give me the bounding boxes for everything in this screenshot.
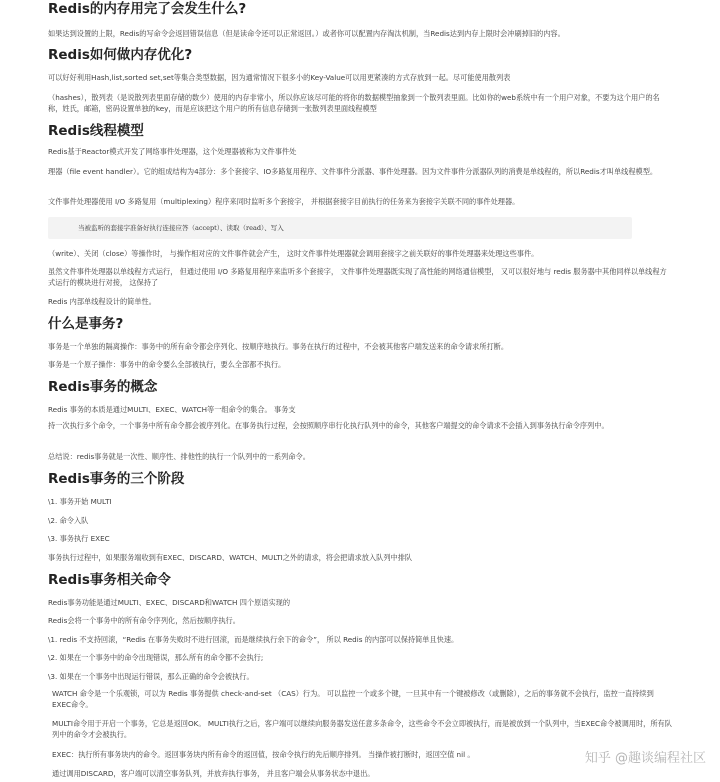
paragraph-commands-1: Redis事务功能是通过MULTI、EXEC、DISCARD和WATCH 四个原语实现的 [48,598,291,607]
paragraph-transaction-2: 事务是一个原子操作：事务中的命令要么全部被执行，要么全部都不执行。 [48,360,286,369]
paragraph-thread-model-1: Redis基于Reactor模式开发了网络事件处理器，这个处理器被称为文件事件处 [48,147,297,156]
paragraph-multi: MULTI命令用于开启一个事务，它总是返回OK。 MULTI执行之后，客户端可以继续向服务器发送任意多条命令，这些命令不会立即被执行，而是被放到一个队列中，当EXEC命令被调用时，所有队列中的命令才会被执行。 [52,719,672,739]
list-item-stage-2: \2. 命令入队 [48,516,89,525]
paragraph-thread-model-5: 虽然文件事件处理器以单线程方式运行， 但通过使用 I/O 多路复用程序来监听多个套接字， 文件事件处理器既实现了高性能的网络通信模型， 又可以很好地与 redis 服务器中其他同样以单线程方式运行的模块进行对接， 这保持了 [48,267,667,287]
heading-memory-full: Redis的内存用完了会发生什么? [48,1,247,17]
list-item-stage-1: \1. 事务开始 MULTI [48,497,112,506]
paragraph-transaction-concept-1: Redis 事务的本质是通过MULTI、EXEC、WATCH等一组命令的集合。 事务支 [48,405,296,414]
code-text: 当被监听的套接字准备好执行连接应答（accept）、读取（read）、写入 [78,224,284,232]
heading-memory-optimize: Redis如何做内存优化? [48,47,193,63]
list-item-stage-3: \3. 事务执行 EXEC [48,534,110,543]
heading-thread-model: Redis线程模型 [48,123,144,139]
paragraph-memory-optimize-2: （hashes），散列表（是说散列表里面存储的数少）使用的内存非常小，所以你应该尽可能的将你的数据模型抽象到一个散列表里面。比如你的web系统中有一个用户对象，不要为这个用户的名称，姓氏，邮箱，密码设置单独的key，而是应该把这个用户的所有信息存储到一张散列表里面线程模型 [48,93,660,113]
paragraph-transaction-stages: 事务执行过程中，如果服务端收到有EXEC、DISCARD、WATCH、MULTI之外的请求，将会把请求放入队列中排队 [48,553,413,562]
paragraph-transaction-1: 事务是一个单独的隔离操作：事务中的所有命令都会序列化、按顺序地执行。事务在执行的过程中，不会被其他客户端发送来的命令请求所打断。 [48,342,509,351]
paragraph-memory-optimize-1: 可以好好利用Hash,list,sorted set,set等集合类型数据，因为通常情况下很多小的Key-Value可以用更紧凑的方式存放到一起。尽可能使用散列表 [48,73,511,82]
paragraph-commands-3: \1. redis 不支持回滚，“Redis 在事务失败时不进行回滚，而是继续执行余下的命令”， 所以 Redis 的内部可以保持简单且快速。 [48,635,459,644]
paragraph-thread-model-4: （write）、关闭（close）等操作时， 与操作相对应的文件事件就会产生， 这时文件事件处理器就会调用套接字之前关联好的事件处理器来处理这些事件。 [48,249,539,258]
heading-transaction-commands: Redis事务相关命令 [48,572,171,588]
paragraph-discard: 通过调用DISCARD，客户端可以清空事务队列，并放弃执行事务， 并且客户端会从事务状态中退出。 [52,769,375,778]
heading-transaction-concept: Redis事务的概念 [48,379,158,395]
paragraph-thread-model-6: Redis 内部单线程设计的简单性。 [48,297,156,306]
paragraph-commands-4: \2. 如果在一个事务中的命令出现错误，那么所有的命令都不会执行; [48,653,264,662]
watermark: 知乎 @趣谈编程社区 [584,751,706,766]
heading-transaction-stages: Redis事务的三个阶段 [48,471,185,487]
paragraph-commands-2: Redis会将一个事务中的所有命令序列化，然后按顺序执行。 [48,616,240,625]
paragraph-memory-full: 如果达到设置的上限，Redis的写命令会返回错误信息（但是读命令还可以正常返回。）或者你可以配置内存淘汰机制，当Redis达到内存上限时会冲刷掉旧的内容。 [48,29,565,38]
paragraph-transaction-concept-3: 总结说：redis事务就是一次性、顺序性、排他性的执行一个队列中的一系列命令。 [48,452,310,461]
heading-transaction: 什么是事务? [48,316,124,332]
paragraph-watch: WATCH 命令是一个乐观锁，可以为 Redis 事务提供 check-and-set （CAS）行为。 可以监控一个或多个键，一旦其中有一个键被修改（或删除），之后的事务就不会执行，监控一直持续到EXEC命令。 [52,689,654,709]
paragraph-thread-model-2: 理器（file event handler）。它的组成结构为4部分：多个套接字、IO多路复用程序、文件事件分派器、事件处理器。因为文件事件分派器队列的消费是单线程的，所以Redis才叫单线程模型。 [48,167,658,176]
paragraph-thread-model-3: 文件事件处理器使用 I/O 多路复用（multiplexing）程序来同时监听多个套接字， 并根据套接字目前执行的任务来为套接字关联不同的事件处理器。 [48,197,520,206]
paragraph-transaction-concept-2: 持一次执行多个命令，一个事务中所有命令都会被序列化。在事务执行过程，会按照顺序串行化执行队列中的命令，其他客户端提交的命令请求不会插入到事务执行命令序列中。 [48,421,609,430]
paragraph-exec: EXEC：执行所有事务块内的命令。返回事务块内所有命令的返回值，按命令执行的先后顺序排列。 当操作被打断时，返回空值 nil 。 [52,750,475,759]
paragraph-commands-5: \3. 如果在一个事务中出现运行错误，那么正确的命令会被执行。 [48,672,254,681]
code-block [48,217,632,239]
